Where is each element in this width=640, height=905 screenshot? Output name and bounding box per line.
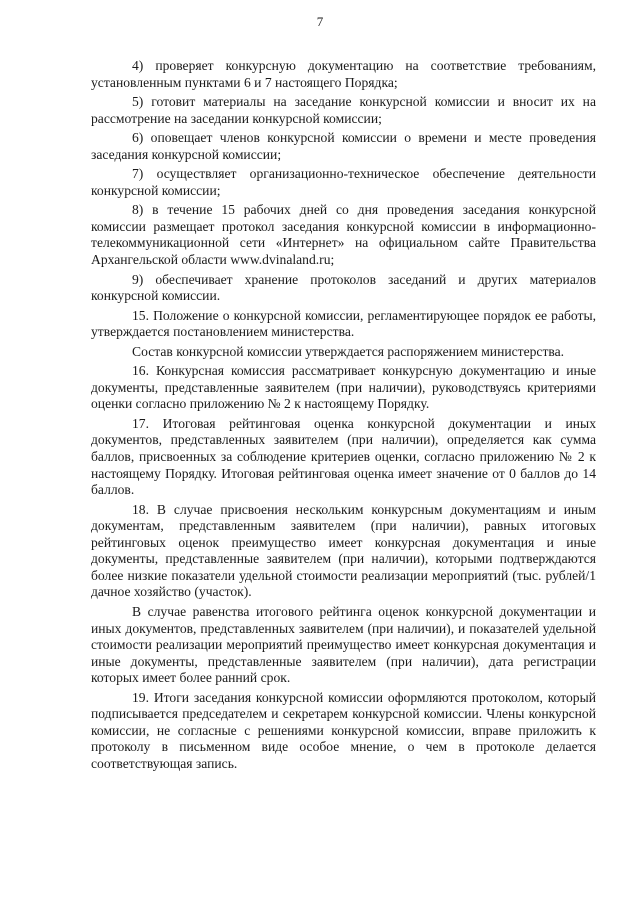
clause-19: 19. Итоги заседания конкурсной комиссии оформляются протоколом, который подписывается председателем и секретарем конкурсной комиссии. Члены конкурсной комиссии, не согласные с решениями конкурсной комиссии, вправе приложить к протоколу в письменном виде особое мнение, о чем в протоколе делается соответствующая запись. (91, 689, 596, 771)
list-item-6: 6) оповещает членов конкурсной комиссии о времени и месте проведения заседания конкурсной комиссии; (91, 130, 596, 162)
list-item-7: 7) осуществляет организационно-техническое обеспечение деятельности конкурсной комиссии; (91, 166, 596, 198)
document-body (91, 58, 596, 775)
list-item-9: 9) обеспечивает хранение протоколов заседаний и других материалов конкурсной комиссии. (91, 271, 596, 304)
clause-16: 16. Конкурсная комиссия рассматривает конкурсную документацию и иные документы, представленные заявителем (при наличии), руководствуясь критериями оценки согласно приложению № 2 к настоящему Порядку. (91, 363, 596, 412)
clause-15: 15. Положение о конкурсной комиссии, регламентирующее порядок ее работы, утверждается постановлением министерства. (91, 307, 596, 340)
list-item-5: 5) готовит материалы на заседание конкурсной комиссии и вносит их на рассмотрение на заседании конкурсной комиссии; (91, 94, 596, 126)
clause-15-commission-composition: Состав конкурсной комиссии утверждается распоряжением министерства. (132, 343, 565, 359)
list-item-4: 4) проверяет конкурсную документацию на соответствие требованиям, установленным пунктами 6 и 7 настоящего Порядка; (91, 58, 596, 90)
list-item-8: 8) в течение 15 рабочих дней со дня проведения заседания конкурсной комиссии размещает протокол заседания конкурсной комиссии в информационно-телекоммуникационной сети «Интернет» на официальном сайте Правительства Архангельской области www.dvinaland.ru; (91, 202, 596, 268)
page-number: 7 (316, 14, 324, 29)
clause-18: 18. В случае присвоения нескольким конкурсным документациям и иным документам, представленным заявителем (при наличии), равных итоговых рейтинговых оценок преимущество имеет конкурсная документация и иные документы, представленные заявителем (при наличии), которыми подтверждаются более низкие показатели удельной стоимости реализации мероприятий (тыс. рублей/1 дачное хозяйство (участок). (91, 501, 596, 600)
clause-18-tie-break: В случае равенства итогового рейтинга оценок конкурсной документации и иных документов, представленных заявителем (при наличии), и показателей удельной стоимости реализации мероприятий преимущество имеет конкурсная документация и иные документы, представленные заявителем (при наличии), дата регистрации которых имеет более ранний срок. (91, 603, 596, 686)
clause-17: 17. Итоговая рейтинговая оценка конкурсной документации и иных документов, представленных заявителем (при наличии), определяется как сумма баллов, присвоенных за соблюдение критериев оценки, согласно приложению № 2 к настоящему Порядку. Итоговая рейтинговая оценка имеет значение от 0 баллов до 14 баллов. (91, 415, 596, 498)
